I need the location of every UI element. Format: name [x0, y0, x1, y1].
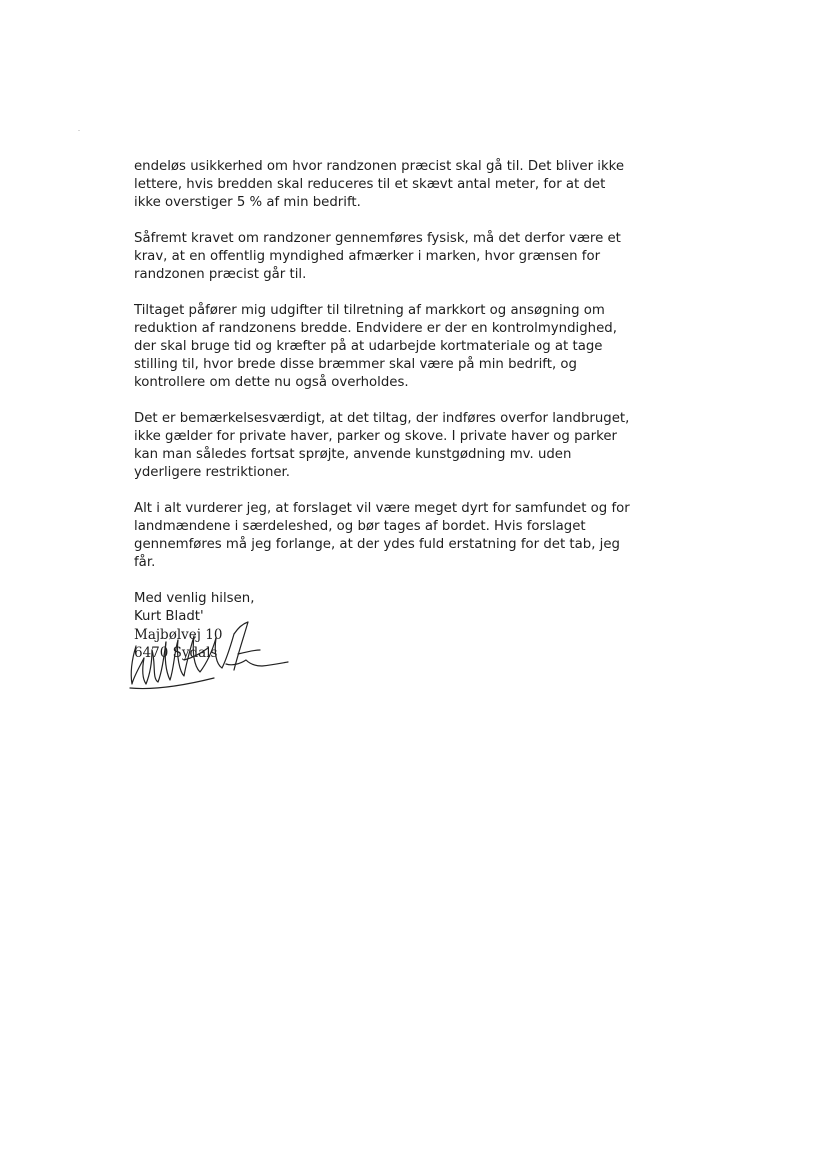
paragraph-line: Tiltaget påfører mig udgifter til tilretning af markkort og ansøgning om [134, 303, 605, 318]
paragraph-line: stilling til, hvor brede disse bræmmer skal være på min bedrift, og [134, 357, 577, 372]
letter-paragraph [134, 230, 674, 284]
paragraph-line: landmændene i særdeleshed, og bør tages af bordet. Hvis forslaget [134, 519, 586, 534]
paragraph-line: gennemføres må jeg forlange, at der ydes fuld erstatning for det tab, jeg [134, 537, 620, 552]
letter-paragraph [134, 158, 674, 212]
paragraph-line: lettere, hvis bredden skal reduceres til et skævt antal meter, for at det [134, 177, 606, 192]
paragraph-line: randzonen præcist går til. [134, 267, 307, 282]
letter-body [134, 158, 674, 662]
paragraph-line: kontrollere om dette nu også overholdes. [134, 375, 409, 390]
paragraph-line: endeløs usikkerhed om hvor randzonen præcist skal gå til. Det bliver ikke [134, 159, 625, 174]
paragraph-line: Det er bemærkelsesværdigt, at det tiltag, der indføres overfor landbruget, [134, 411, 630, 426]
sender-city: 6470 Sydals [134, 645, 218, 661]
paragraph-line: krav, at en offentlig myndighed afmærker i marken, hvor grænsen for [134, 249, 601, 264]
sender-name: Kurt Bladt' [134, 609, 204, 624]
sender-street: Majbølvej 10 [134, 627, 223, 643]
handwritten-signature [122, 614, 292, 696]
letter-paragraph [134, 302, 674, 392]
paragraph-line: Såfremt kravet om randzoner gennemføres fysisk, må det derfor være et [134, 231, 621, 246]
scan-speck [78, 130, 80, 131]
paragraph-line: reduktion af randzonens bredde. Endvidere er der en kontrolmyndighed, [134, 321, 617, 336]
paragraph-line: kan man således fortsat sprøjte, anvende kunstgødning mv. uden [134, 447, 572, 462]
paragraph-line: der skal bruge tid og kræfter på at udarbejde kortmateriale og at tage [134, 339, 603, 354]
paragraph-line: Alt i alt vurderer jeg, at forslaget vil være meget dyrt for samfundet og for [134, 501, 630, 516]
paragraph-line: yderligere restriktioner. [134, 465, 291, 480]
paragraph-line: ikke gælder for private haver, parker og skove. I private haver og parker [134, 429, 618, 444]
letter-paragraphs [134, 158, 674, 572]
paragraph-line: får. [134, 555, 156, 570]
paragraph-line: ikke overstiger 5 % af min bedrift. [134, 195, 361, 210]
closing-greeting: Med venlig hilsen, [134, 591, 255, 606]
letter-paragraph [134, 500, 674, 572]
letter-paragraph [134, 410, 674, 482]
